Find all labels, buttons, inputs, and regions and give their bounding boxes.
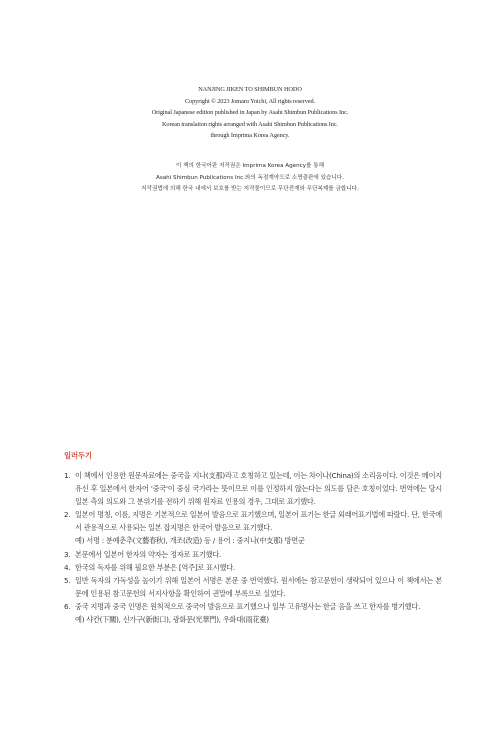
note-number: 2. bbox=[64, 510, 71, 520]
note-body: 일반 독자의 가독성을 높이기 위해 일본어 서명은 본문 중 번역했다. 원서에는 참고문헌이 생략되어 있으나 이 책에서는 본문에 인용된 참고문헌의 서지사항을 확인하여 권말에 부록으로 실었다. bbox=[75, 575, 442, 598]
note-number: 1. bbox=[64, 471, 71, 480]
note-text bbox=[75, 469, 442, 508]
note-number: 6. bbox=[64, 601, 71, 611]
note-text bbox=[75, 574, 442, 600]
note-body: 본문에서 일본어 한자의 약자는 정자로 표기했다. bbox=[75, 549, 222, 559]
korean-license-block bbox=[0, 161, 500, 196]
note-item bbox=[64, 600, 442, 626]
license-line: 저작권법에 의해 한국 내에서 보호를 받는 저작물이므로 무단전재와 무단복제를 금합니다. bbox=[141, 186, 359, 193]
original-title: NANJING JIKEN TO SHIMBUN HODO bbox=[198, 86, 302, 93]
note-example: 예) 샤칸(下關), 신가구(新街口), 광화문(光華門), 우화대(雨花臺) bbox=[75, 615, 269, 625]
notes-list bbox=[64, 469, 442, 626]
note-item bbox=[64, 561, 442, 574]
note-text bbox=[75, 561, 442, 574]
note-text bbox=[75, 508, 442, 547]
note-item bbox=[64, 548, 442, 561]
agency-line: through Imprima Korea Agency. bbox=[210, 132, 290, 140]
copyright-line: Copyright © 2023 Jomaru Yoichi, All rights reserved. bbox=[184, 97, 316, 105]
note-body: 중국 지명과 중국 인명은 원칙적으로 중국어 발음으로 표기했으나 일부 고유명사는 한글 음을 쓰고 한자를 병기했다. bbox=[75, 601, 421, 611]
license-line: 이 책의 한국어판 저작권은 Imprima Korea Agency를 통해 bbox=[175, 163, 325, 169]
editorial-notes bbox=[64, 450, 442, 626]
note-text bbox=[75, 548, 442, 561]
note-number: 4. bbox=[64, 562, 71, 572]
note-text bbox=[75, 600, 442, 626]
license-line: Asahi Shimbun Publications Inc.와의 독점계약으로 소명출판에 있습니다. bbox=[156, 174, 344, 181]
note-body: 일본어 명칭, 이름, 지명은 기본적으로 일본어 발음으로 표기했으며, 일본어 표기는 한글 외래어표기법에 따랐다. 단, 한국에서 관용적으로 사용되는 일본 잡지명은 한국어 발음으로 표기했다. bbox=[75, 510, 442, 533]
note-body: 이 책에서 인용한 원문자료에는 중국을 지나(支那)라고 호칭하고 있는데, 이는 차이나(China)의 소리음이다. 이것은 메이지유신 후 일본에서 한자어 '중국'이 중심 국가라는 뜻이므로 이를 인정하지 않는다는 의도를 담은 호칭이었다. 번역에는 당시 일본 측의 의도와 그 분위기를 전하기 위해 원자료 인용의 경우, 그대로 표기했다. bbox=[75, 471, 442, 507]
original-edition-line: Original Japanese edition published in Japan by Asahi Shimbun Publications Inc. bbox=[151, 109, 349, 117]
translation-rights-line: Korean translation rights arranged with Asahi Shimbun Publications Inc. bbox=[161, 120, 338, 128]
note-item bbox=[64, 508, 442, 547]
notes-title: 일러두기 bbox=[64, 451, 92, 460]
note-number: 5. bbox=[64, 575, 71, 585]
note-item bbox=[64, 469, 442, 508]
copyright-block bbox=[0, 84, 500, 142]
note-item bbox=[64, 574, 442, 600]
note-body: 한국의 독자를 위해 필요한 부분은 [역주]로 표시했다. bbox=[75, 562, 235, 572]
note-example: 예) 서명 : 분예춘추(文藝春秋), 개조(改造) 등 / 용어 : 중지나(中支那) 방면군 bbox=[75, 536, 305, 546]
note-number: 3. bbox=[64, 549, 71, 559]
